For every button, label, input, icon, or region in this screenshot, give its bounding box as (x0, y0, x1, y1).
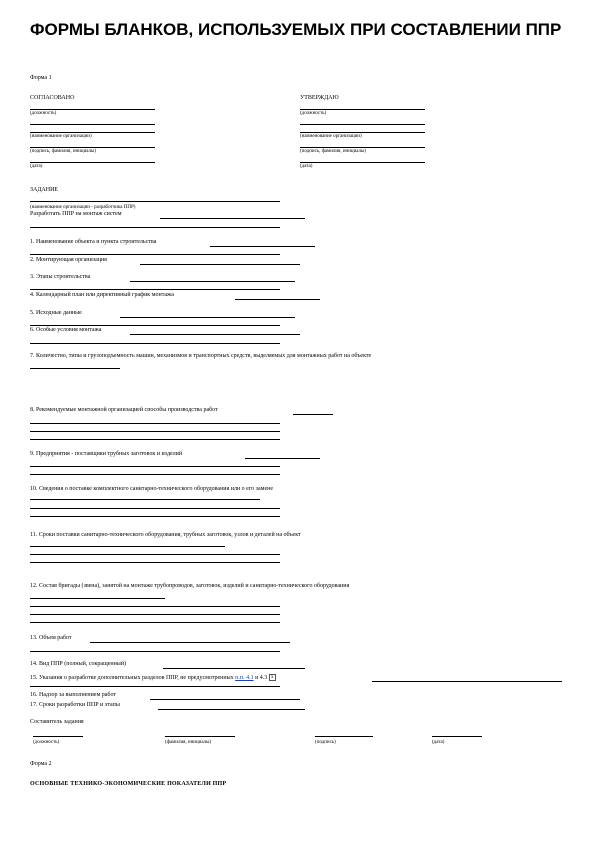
task-item-11-line[interactable] (30, 562, 280, 563)
compiler-date-line[interactable] (432, 736, 482, 737)
approval-right-line[interactable] (300, 117, 425, 125)
task-item-4-field[interactable] (235, 299, 320, 300)
task-item-14-field[interactable] (163, 668, 305, 669)
task-item-11-line[interactable] (30, 546, 225, 547)
task-item-17-field[interactable] (158, 709, 305, 710)
task-item-9: 9. Предприятия - поставщики трубных заготовок и изделий (30, 451, 183, 457)
compiler-name-line[interactable] (165, 736, 235, 737)
compiler-sign-line[interactable] (315, 736, 373, 737)
task-item-8-field[interactable] (293, 414, 333, 415)
task-item-10-line[interactable] (30, 516, 280, 517)
task-item-1-field[interactable] (210, 246, 315, 247)
task-item-13-line[interactable] (30, 651, 280, 652)
task-item-15 (30, 674, 276, 682)
task-item-13: 13. Объем работ (30, 635, 72, 641)
task-item-4: 4. Календарный план или директивный график монтажа (30, 292, 174, 298)
approval-right-block (300, 95, 425, 170)
task-item-8-line[interactable] (30, 431, 280, 432)
compiler-date-hint: (дата) (432, 740, 445, 745)
compiler-label: Составитель задания (30, 719, 84, 725)
compiler-name-hint: (фамилия, инициалы) (165, 740, 212, 745)
task-item-1-line[interactable] (30, 254, 280, 255)
task-item-11-line[interactable] (30, 554, 280, 555)
task-item-6-line[interactable] (30, 343, 280, 344)
approval-right-date-hint: (дата) (300, 164, 313, 169)
task-item-17: 17. Сроки разработки ППР и этапы (30, 702, 120, 708)
approval-left-org-hint: (наименование организации) (30, 134, 92, 139)
approval-right-line[interactable] (300, 155, 425, 163)
approval-left-line[interactable] (30, 140, 155, 148)
task-item-16: 16. Надзор за выполнением работ (30, 692, 116, 698)
task-item-15-text: 15. Указания о разработке дополнительных разделов ППР, не предусмотренных (30, 674, 234, 681)
task-item-5-line[interactable] (30, 325, 280, 326)
task-item-3-field[interactable] (130, 281, 295, 282)
task-item-5-field[interactable] (120, 317, 295, 318)
approval-right-line[interactable] (300, 140, 425, 148)
compiler-position-line[interactable] (33, 736, 83, 737)
task-item-16-field[interactable] (150, 699, 300, 700)
task-item-8-line[interactable] (30, 439, 280, 440)
task-item-6-field[interactable] (130, 334, 300, 335)
approval-left-date-hint: (дата) (30, 164, 43, 169)
task-item-13-field[interactable] (90, 642, 290, 643)
org-dev-hint: (наименование организации - разработчика ППР) (30, 205, 136, 210)
task-item-10-line[interactable] (30, 499, 260, 500)
develop-line-label: Разработать ППР на монтаж систем (30, 211, 122, 217)
task-item-3: 3. Этапы строительства (30, 274, 91, 280)
task-item-5: 5. Исходные данные (30, 310, 82, 316)
approval-right-line[interactable] (300, 125, 425, 133)
form-1-label: Форма 1 (30, 75, 52, 81)
task-item-10: 10. Сведения о поставке комплектного санитарно-технического оборудования или о его замене (30, 486, 274, 492)
develop-extra-line[interactable] (30, 227, 280, 228)
task-item-8-line[interactable] (30, 423, 280, 424)
task-item-2: 2. Монтирующая организация (30, 257, 107, 263)
image-placeholder-icon: x (269, 674, 276, 681)
task-item-12: 12. Состав бригады (звена), занятой на монтаже трубопроводов, заготовок, изделий и санитарно-технического оборудования (30, 583, 350, 589)
task-item-12-line[interactable] (30, 598, 165, 599)
task-item-7: 7. Количество, типы и грузоподъемность машин, механизмов и транспортных средств, выделяемых для монтажных работ на объекте (30, 353, 372, 359)
approval-left-line[interactable] (30, 117, 155, 125)
approval-right-line[interactable] (300, 102, 425, 110)
develop-line-field[interactable] (160, 218, 305, 219)
task-item-15-line[interactable] (30, 686, 280, 687)
approval-left-sign-hint: (подпись, фамилия, инициалы) (30, 149, 97, 154)
approval-left-heading: СОГЛАСОВАНО (30, 95, 75, 101)
task-item-10-line[interactable] (30, 508, 280, 509)
task-item-7-field[interactable] (30, 368, 120, 369)
approval-right-sign-hint: (подпись, фамилия, инициалы) (300, 149, 367, 154)
task-item-9-line[interactable] (30, 466, 280, 467)
compiler-position-hint: (должность) (33, 740, 60, 745)
form-2-title: ОСНОВНЫЕ ТЕХНИКО-ЭКОНОМИЧЕСКИЕ ПОКАЗАТЕЛИ ППР (30, 781, 227, 787)
task-item-12-line[interactable] (30, 622, 280, 623)
task-item-15-field[interactable] (372, 681, 562, 682)
approval-left-line[interactable] (30, 155, 155, 163)
compiler-sign-hint: (подпись) (315, 740, 336, 745)
approval-left-position-hint: (должность) (30, 111, 57, 116)
task-item-9-line[interactable] (30, 474, 280, 475)
approval-left-block (30, 95, 155, 170)
document-title: ФОРМЫ БЛАНКОВ, ИСПОЛЬЗУЕМЫХ ПРИ СОСТАВЛЕНИИ ППР (30, 20, 562, 39)
task-item-1: 1. Наименование объекта и пункта строительства (30, 239, 157, 245)
approval-left-line[interactable] (30, 125, 155, 133)
task-item-12-line[interactable] (30, 606, 280, 607)
task-item-8: 8. Рекомендуемые монтажной организацией способы производства работ (30, 407, 218, 413)
approval-right-org-hint: (наименование организации) (300, 134, 362, 139)
approval-left-line[interactable] (30, 102, 155, 110)
approval-right-heading: УТВЕРЖДАЮ (300, 95, 339, 101)
task-item-12-line[interactable] (30, 614, 280, 615)
task-item-15-link[interactable]: п.п. 4.1 (235, 674, 254, 681)
task-item-15-and: и 4.3 (255, 674, 268, 681)
task-item-14: 14. Вид ППР (полный, сокращенный) (30, 661, 127, 667)
task-item-3-line[interactable] (30, 289, 280, 290)
task-item-9-field[interactable] (245, 458, 320, 459)
form-2-label: Форма 2 (30, 761, 52, 767)
approval-right-position-hint: (должность) (300, 111, 327, 116)
task-item-2-field[interactable] (140, 264, 300, 265)
org-dev-line[interactable] (30, 201, 280, 202)
task-item-6: 6. Особые условия монтажа (30, 327, 102, 333)
task-item-11: 11. Сроки поставки санитарно-технического оборудования, трубных заготовок, узлов и деталей на объект (30, 532, 301, 538)
task-heading: ЗАДАНИЕ (30, 187, 59, 193)
